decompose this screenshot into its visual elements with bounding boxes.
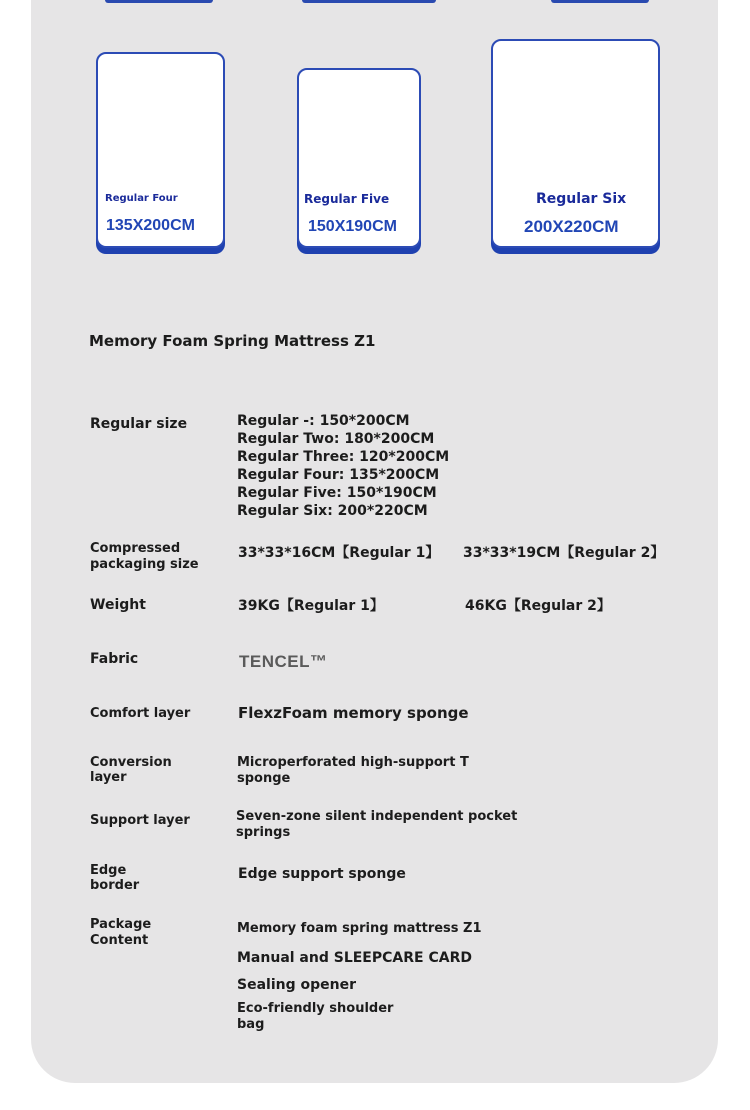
conversion-label: layer (90, 770, 127, 785)
edge-value: Edge support sponge (238, 866, 406, 882)
support-value: Seven-zone silent independent pocket (236, 809, 518, 824)
weight-label: Weight (90, 597, 146, 613)
comfort-value: FlexzFoam memory sponge (238, 704, 469, 722)
weight-value-2: 46KG【Regular 2】 (465, 598, 611, 614)
card-edge-left (105, 0, 213, 3)
regular-size-line: Regular Four: 135*200CM (237, 467, 440, 483)
conversion-label: Conversion (90, 755, 172, 770)
size-card-regular-five (297, 68, 421, 248)
support-value: springs (236, 825, 291, 840)
fabric-label: Fabric (90, 651, 139, 667)
size-name: Regular Five (304, 192, 390, 206)
card-edge-middle (302, 0, 436, 3)
size-name: Regular Four (105, 193, 178, 204)
package-label: Content (90, 933, 149, 948)
weight-value-1: 39KG【Regular 1】 (238, 598, 384, 614)
fabric-value: TENCEL™ (239, 652, 328, 671)
package-item: Manual and SLEEPCARE CARD (237, 950, 472, 966)
card-edge-right (551, 0, 649, 3)
regular-size-line: Regular Five: 150*190CM (237, 485, 437, 501)
size-name: Regular Six (536, 191, 627, 207)
product-title: Memory Foam Spring Mattress Z1 (89, 332, 376, 350)
edge-label: Edge (90, 863, 127, 878)
edge-label: border (90, 878, 140, 893)
regular-size-line: Regular Six: 200*220CM (237, 503, 428, 519)
conversion-value: sponge (237, 771, 291, 786)
compressed-label: Compressed (90, 541, 181, 556)
comfort-label: Comfort layer (90, 706, 191, 721)
regular-size-line: Regular -: 150*200CM (237, 413, 410, 429)
size-dims: 150X190CM (308, 218, 397, 235)
support-label: Support layer (90, 813, 190, 828)
size-dims: 200X220CM (524, 217, 619, 236)
package-label: Package (90, 917, 152, 932)
package-item: Eco-friendly shoulder (237, 1001, 394, 1016)
size-card-regular-four (96, 52, 225, 248)
regular-size-line: Regular Three: 120*200CM (237, 449, 450, 465)
package-item: Sealing opener (237, 977, 356, 993)
regular-size-line: Regular Two: 180*200CM (237, 431, 435, 447)
size-card-regular-six (491, 39, 660, 248)
conversion-value: Microperforated high-support T (237, 755, 469, 770)
compressed-value-2: 33*33*19CM【Regular 2】 (463, 545, 665, 561)
compressed-value-1: 33*33*16CM【Regular 1】 (238, 545, 440, 561)
package-item: Memory foam spring mattress Z1 (237, 921, 482, 936)
package-item: bag (237, 1017, 265, 1032)
compressed-label: packaging size (90, 557, 199, 572)
size-dims: 135X200CM (106, 217, 195, 234)
regular-size-label: Regular size (90, 416, 188, 432)
